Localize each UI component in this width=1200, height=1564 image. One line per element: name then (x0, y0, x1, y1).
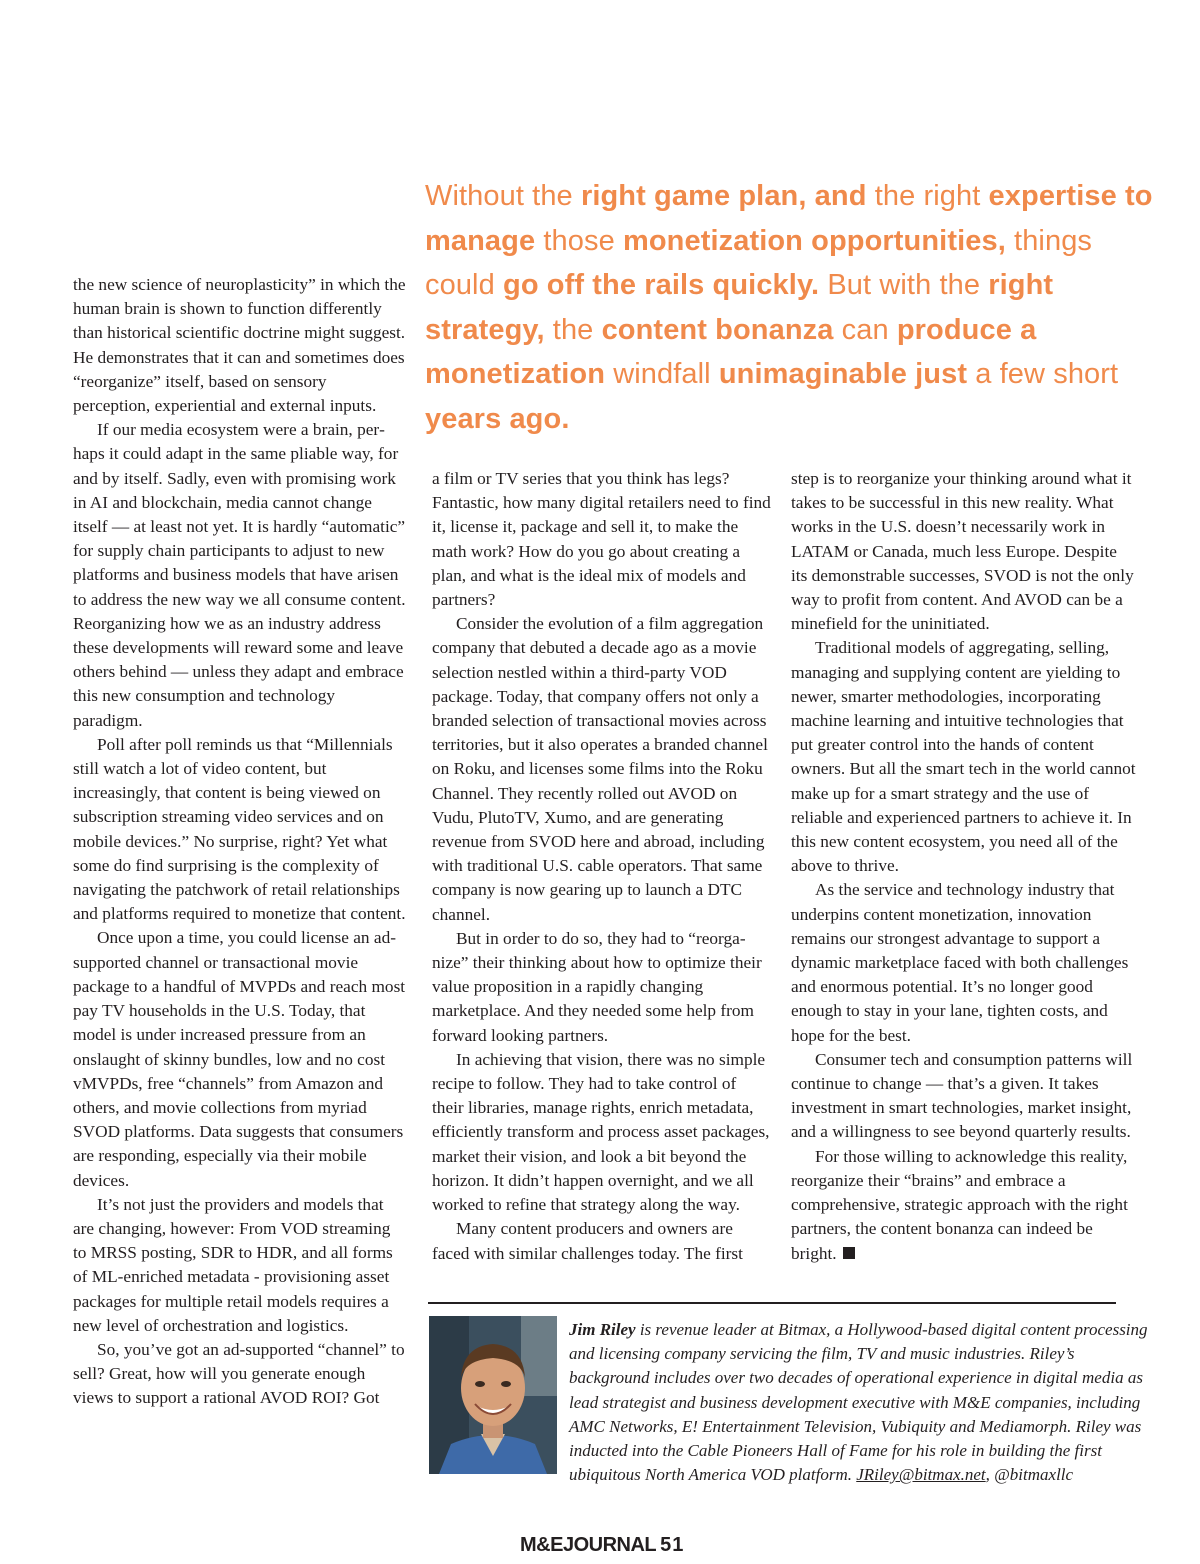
pull-quote-emphasis: right strategy, (425, 269, 1054, 346)
pull-quote-text: a few short (967, 358, 1119, 390)
pull-quote-text: the (544, 313, 602, 346)
paragraph (73, 926, 406, 1192)
article-column-2 (432, 467, 772, 1266)
article-column-1 (73, 273, 406, 1411)
pull-quote-text: those (535, 224, 623, 257)
pull-quote-emphasis: years ago. (425, 402, 570, 435)
page-number: 51 (660, 1534, 685, 1556)
paragraph-text: For those willing to acknowledge this reality, reorganize their “brains” and embrace a comprehensive, strategic approach with the right partners, the content bonanza can indeed be bright. (791, 1146, 1128, 1263)
paragraph-text: a film or TV series that you think has legs? Fantastic, how many digital retailers need to find it, license it, package and sell it, to make the math work? How do you go about creating a plan, and what is the ideal mix of models and partners? (432, 469, 771, 610)
pull-quote-text: the right (866, 180, 989, 212)
paragraph-text: Poll after poll reminds us that “Millennials still watch a lot of video content, but increasingly, that content is being viewed on subscription streaming video services and on mobile devices.” No surprise, right? Yet what some do find surprising is the complexity of navigating the patchwork of retail relationships and platforms required to monetize that content. (73, 734, 406, 924)
author-name: Jim Riley (569, 1320, 636, 1339)
paragraph (791, 878, 1137, 1047)
bio-divider (428, 1302, 1116, 1304)
paragraph (73, 1338, 406, 1411)
pull-quote-text: windfall (605, 358, 719, 390)
paragraph-text: But in order to do so, they had to “reorganize” their thinking about how to optimize their value proposition in a rapidly changing marketplace. And they needed some help from forward looking partners. (432, 928, 762, 1045)
paragraph-text: So, you’ve got an ad-supported “channel” to sell? Great, how will you generate enough views to support a rational AVOD ROI? Got (73, 1339, 405, 1408)
pull-quote-emphasis: produce a monetization (425, 313, 1037, 390)
paragraph-text: In achieving that vision, there was no simple recipe to follow. They had to take control of their libraries, manage rights, enrich metadata, efficiently transform and process asset packages, market their vision, and look a bit beyond the horizon. It didn’t happen overnight, and we all worked to refine that strategy along the way. (432, 1049, 770, 1215)
bio-separator: , (985, 1465, 995, 1485)
bio-text: is revenue leader at Bitmax, a Hollywood-based digital content processing and licensing company servicing the film, TV and music industries. Riley’s background includes over two decades of operational experience in digital media as lead strategist and business development executive with M&E companies, including AMC Networks, E! Entertainment Television, Vubiquity and Mediamorph. Riley was inducted into the Cable Pioneers Hall of Fame for his role in building the first ubiquitous North America VOD platform. (569, 1320, 1148, 1485)
pull-quote-text: Without the (425, 180, 581, 212)
author-photo (429, 1316, 557, 1474)
paragraph-text: As the service and technology industry that underpins content monetization, innovation remains our strongest advantage to support a dynamic marketplace faced with both challenges and enormous potential. It’s no longer good enough to stay in your lane, tighten costs, and hope for the best. (791, 880, 1129, 1045)
paragraph-text: Once upon a time, you could license an ad-supported channel or transactional movie package to a handful of MVPDs and reach most pay TV households in the U.S. Today, that model is under increased pressure from an onslaught of skinny bundles, low and no cost vMVPDs, free “channels” from Amazon and others, and movie collections from myriad SVOD platforms. Data suggests that consumers are responding, especially via their mobile devices. (73, 928, 406, 1190)
paragraph-text: step is to reorganize your thinking around what it takes to be successful in this new reality. What works in the U.S. doesn’t necessarily work in LATAM or Canada, much less Europe. Despite its demonstrable successes, SVOD is not the only way to profit from content. And AVOD can be a minefield for the uninitiated. (791, 469, 1134, 634)
author-bio (569, 1318, 1159, 1487)
page-footer (520, 1534, 684, 1557)
pull-quote-emphasis: unimaginable just (718, 358, 968, 390)
paragraph (73, 733, 406, 927)
pull-quote-emphasis: right game plan, and (580, 180, 867, 212)
paragraph (432, 1048, 772, 1217)
paragraph (791, 467, 1137, 636)
pull-quote-text: But with the (819, 269, 989, 301)
paragraph-text: Many content producers and owners are faced with similar challenges today. The first (432, 1219, 743, 1263)
author-social-handle: @bitmaxllc (994, 1465, 1074, 1485)
paragraph (791, 1145, 1137, 1266)
pull-quote (425, 174, 1165, 441)
pull-quote-text: can (833, 313, 897, 346)
paragraph-text: It’s not just the providers and models that are changing, however: From VOD streaming to MRSS posting, SDR to HDR, and all forms of ML-enriched metadata - provisioning asset packages for multiple retail models requires a new level of orchestration and logistics. (73, 1194, 393, 1335)
pull-quote-emphasis: content bonanza (601, 313, 834, 346)
pull-quote-emphasis: monetization opportunities, (622, 224, 1006, 257)
article-column-3 (791, 467, 1137, 1266)
paragraph (73, 1193, 406, 1338)
journal-name: M&EJOURNAL (520, 1534, 657, 1556)
pull-quote-emphasis: go off the rails quickly. (503, 269, 820, 301)
paragraph-text: the new science of neuroplasticity” in which the human brain is shown to function differently than historical scientific doctrine might suggest. He demonstrates that it can and sometimes does “reorganize” itself, based on sensory perception, experiential and external inputs. (73, 275, 406, 416)
paragraph (432, 927, 772, 1048)
paragraph (432, 1217, 772, 1265)
pull-quote-emphasis: expertise to manage (425, 180, 1153, 257)
paragraph-text: If our media ecosystem were a brain, perhaps it could adapt in the same pliable way, for and by itself. Sadly, even with promising work in AI and blockchain, media cannot change itself — at least not yet. It is hardly “automatic” for supply chain participants to adjust to new platforms and business models that have arisen to address the new way we all consume content. Reorganizing how we as an industry address these developments will reward some and leave others behind — unless they adapt and embrace this new consumption and technology paradigm. (73, 420, 406, 730)
paragraph (432, 467, 772, 612)
paragraph-text: Traditional models of aggregating, selling, managing and supplying content are yielding to newer, smarter methodologies, incorporating machine learning and intuitive technologies that put greater control into the hands of content owners. But all the smart tech in the world cannot make up for a smart strategy and the use of reliable and experienced partners to achieve it. In this new content ecosystem, you need all of the above to thrive. (791, 638, 1136, 876)
end-mark-icon (843, 1247, 855, 1259)
author-portrait-illustration (429, 1316, 557, 1474)
paragraph-text: Consider the evolution of a film aggregation company that debuted a decade ago as a movie selection nestled within a third-party VOD package. Today, that company offers not only a branded selection of transactional movies across territories, but it also operates a branded channel on Roku, and licenses some films into the Roku Channel. They recently rolled out AVOD on Vudu, PlutoTV, Xumo, and are generating revenue from SVOD here and abroad, including with traditional U.S. cable operators. That same company is now gearing up to launch a DTC channel. (432, 614, 768, 924)
paragraph (73, 273, 406, 418)
pull-quote-text: things could (425, 224, 1093, 301)
paragraph (791, 636, 1137, 878)
author-email-link[interactable]: JRiley@bitmax.net (856, 1465, 986, 1485)
paragraph (432, 612, 772, 927)
paragraph-text: Consumer tech and consumption patterns will continue to change — that’s a given. It takes investment in smart technologies, market insight, and a willingness to see beyond quarterly results. (791, 1049, 1133, 1142)
paragraph (73, 418, 406, 733)
paragraph (791, 1048, 1137, 1145)
